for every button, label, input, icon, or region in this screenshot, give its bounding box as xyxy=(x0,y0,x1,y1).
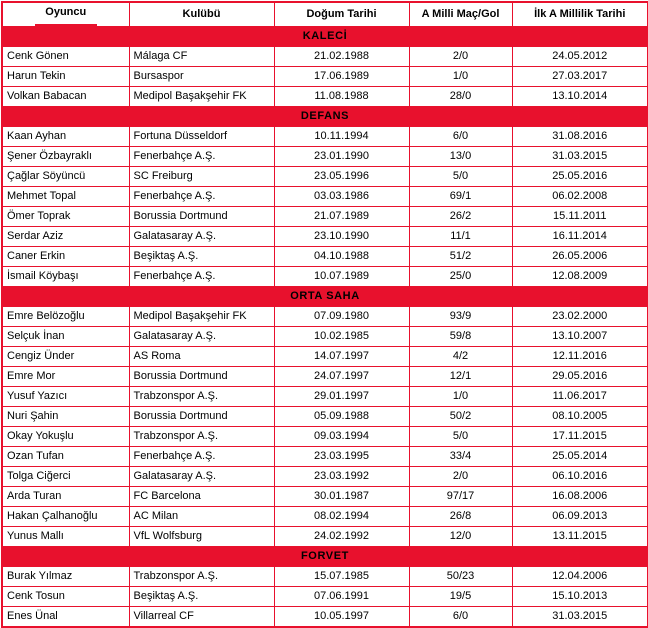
cell-debut-date: 12.11.2016 xyxy=(512,347,648,367)
table-body xyxy=(2,27,648,628)
cell-club: Málaga CF xyxy=(129,47,274,67)
table-row xyxy=(2,347,648,367)
cell-caps-goals: 50/2 xyxy=(409,407,512,427)
cell-birthdate: 23.05.1996 xyxy=(274,167,409,187)
table-row xyxy=(2,247,648,267)
table-row xyxy=(2,407,648,427)
cell-club: Fenerbahçe A.Ş. xyxy=(129,147,274,167)
cell-player-name: Serdar Aziz xyxy=(2,227,129,247)
cell-caps-goals: 59/8 xyxy=(409,327,512,347)
cell-player-name: Nuri Şahin xyxy=(2,407,129,427)
cell-player-name: Enes Ünal xyxy=(2,607,129,628)
cell-player-name: Çağlar Söyüncü xyxy=(2,167,129,187)
cell-caps-goals: 13/0 xyxy=(409,147,512,167)
cell-club: Fortuna Düsseldorf xyxy=(129,127,274,147)
column-header-club: Kulübü xyxy=(129,2,274,27)
cell-birthdate: 17.06.1989 xyxy=(274,67,409,87)
cell-caps-goals: 28/0 xyxy=(409,87,512,107)
cell-debut-date: 12.04.2006 xyxy=(512,567,648,587)
cell-club: AC Milan xyxy=(129,507,274,527)
table-row xyxy=(2,167,648,187)
cell-debut-date: 08.10.2005 xyxy=(512,407,648,427)
cell-club: Borussia Dortmund xyxy=(129,207,274,227)
cell-player-name: Ömer Toprak xyxy=(2,207,129,227)
cell-player-name: Yunus Mallı xyxy=(2,527,129,547)
section-header-row xyxy=(2,107,648,127)
cell-debut-date: 29.05.2016 xyxy=(512,367,648,387)
cell-club: Fenerbahçe A.Ş. xyxy=(129,187,274,207)
table-row xyxy=(2,487,648,507)
column-header-player xyxy=(2,2,129,27)
cell-player-name: Cenk Gönen xyxy=(2,47,129,67)
section-title: FORVET xyxy=(2,547,648,567)
table-row xyxy=(2,47,648,67)
cell-player-name: Emre Mor xyxy=(2,367,129,387)
cell-birthdate: 10.11.1994 xyxy=(274,127,409,147)
cell-club: Fenerbahçe A.Ş. xyxy=(129,267,274,287)
cell-debut-date: 06.02.2008 xyxy=(512,187,648,207)
cell-debut-date: 15.11.2011 xyxy=(512,207,648,227)
cell-player-name: Mehmet Topal xyxy=(2,187,129,207)
column-header-birthdate: Doğum Tarihi xyxy=(274,2,409,27)
cell-club: AS Roma xyxy=(129,347,274,367)
cell-birthdate: 14.07.1997 xyxy=(274,347,409,367)
cell-birthdate: 23.01.1990 xyxy=(274,147,409,167)
cell-club: Villarreal CF xyxy=(129,607,274,628)
cell-debut-date: 31.03.2015 xyxy=(512,607,648,628)
cell-caps-goals: 2/0 xyxy=(409,467,512,487)
cell-debut-date: 24.05.2012 xyxy=(512,47,648,67)
cell-birthdate: 21.02.1988 xyxy=(274,47,409,67)
cell-caps-goals: 1/0 xyxy=(409,387,512,407)
cell-caps-goals: 19/5 xyxy=(409,587,512,607)
cell-club: Trabzonspor A.Ş. xyxy=(129,427,274,447)
cell-debut-date: 26.05.2006 xyxy=(512,247,648,267)
cell-player-name: Okay Yokuşlu xyxy=(2,427,129,447)
table-header xyxy=(2,2,648,27)
cell-debut-date: 16.08.2006 xyxy=(512,487,648,507)
table-row xyxy=(2,267,648,287)
cell-caps-goals: 4/2 xyxy=(409,347,512,367)
cell-club: Medipol Başakşehir FK xyxy=(129,87,274,107)
cell-birthdate: 30.01.1987 xyxy=(274,487,409,507)
cell-debut-date: 17.11.2015 xyxy=(512,427,648,447)
cell-birthdate: 23.03.1995 xyxy=(274,447,409,467)
cell-club: Trabzonspor A.Ş. xyxy=(129,387,274,407)
cell-caps-goals: 6/0 xyxy=(409,607,512,628)
cell-caps-goals: 33/4 xyxy=(409,447,512,467)
section-header-row xyxy=(2,547,648,567)
cell-debut-date: 31.08.2016 xyxy=(512,127,648,147)
table-row xyxy=(2,207,648,227)
cell-caps-goals: 11/1 xyxy=(409,227,512,247)
cell-club: Trabzonspor A.Ş. xyxy=(129,567,274,587)
table-row xyxy=(2,327,648,347)
table-row xyxy=(2,87,648,107)
table-row xyxy=(2,227,648,247)
section-header-row xyxy=(2,27,648,47)
section-title: KALECİ xyxy=(2,27,648,47)
cell-club: Galatasaray A.Ş. xyxy=(129,467,274,487)
cell-player-name: Kaan Ayhan xyxy=(2,127,129,147)
cell-player-name: Emre Belözoğlu xyxy=(2,307,129,327)
section-title: ORTA SAHA xyxy=(2,287,648,307)
cell-caps-goals: 2/0 xyxy=(409,47,512,67)
cell-club: Beşiktaş A.Ş. xyxy=(129,587,274,607)
cell-player-name: Tolga Ciğerci xyxy=(2,467,129,487)
cell-player-name: Arda Turan xyxy=(2,487,129,507)
cell-debut-date: 25.05.2016 xyxy=(512,167,648,187)
cell-debut-date: 06.10.2016 xyxy=(512,467,648,487)
cell-player-name: Selçuk İnan xyxy=(2,327,129,347)
table-row xyxy=(2,447,648,467)
cell-caps-goals: 12/0 xyxy=(409,527,512,547)
table-row xyxy=(2,607,648,628)
cell-debut-date: 13.10.2007 xyxy=(512,327,648,347)
table-row xyxy=(2,147,648,167)
cell-caps-goals: 93/9 xyxy=(409,307,512,327)
cell-player-name: Şener Özbayraklı xyxy=(2,147,129,167)
cell-birthdate: 23.03.1992 xyxy=(274,467,409,487)
cell-birthdate: 11.08.1988 xyxy=(274,87,409,107)
table-row xyxy=(2,527,648,547)
cell-debut-date: 06.09.2013 xyxy=(512,507,648,527)
cell-birthdate: 29.01.1997 xyxy=(274,387,409,407)
cell-caps-goals: 1/0 xyxy=(409,67,512,87)
cell-player-name: Cengiz Ünder xyxy=(2,347,129,367)
cell-club: Galatasaray A.Ş. xyxy=(129,227,274,247)
cell-club: Bursaspor xyxy=(129,67,274,87)
cell-player-name: Yusuf Yazıcı xyxy=(2,387,129,407)
cell-club: Borussia Dortmund xyxy=(129,407,274,427)
cell-player-name: Ozan Tufan xyxy=(2,447,129,467)
table-row xyxy=(2,307,648,327)
cell-caps-goals: 50/23 xyxy=(409,567,512,587)
cell-birthdate: 03.03.1986 xyxy=(274,187,409,207)
cell-player-name: Harun Tekin xyxy=(2,67,129,87)
cell-debut-date: 12.08.2009 xyxy=(512,267,648,287)
cell-club: SC Freiburg xyxy=(129,167,274,187)
cell-debut-date: 16.11.2014 xyxy=(512,227,648,247)
cell-player-name: Caner Erkin xyxy=(2,247,129,267)
cell-birthdate: 10.07.1989 xyxy=(274,267,409,287)
section-title: DEFANS xyxy=(2,107,648,127)
cell-birthdate: 08.02.1994 xyxy=(274,507,409,527)
cell-club: Medipol Başakşehir FK xyxy=(129,307,274,327)
table-row xyxy=(2,187,648,207)
cell-caps-goals: 97/17 xyxy=(409,487,512,507)
cell-birthdate: 04.10.1988 xyxy=(274,247,409,267)
cell-birthdate: 10.05.1997 xyxy=(274,607,409,628)
cell-club: FC Barcelona xyxy=(129,487,274,507)
cell-debut-date: 13.10.2014 xyxy=(512,87,648,107)
cell-club: Galatasaray A.Ş. xyxy=(129,327,274,347)
cell-caps-goals: 5/0 xyxy=(409,167,512,187)
cell-debut-date: 11.06.2017 xyxy=(512,387,648,407)
column-header-player-label: Oyuncu xyxy=(45,6,87,18)
table-row xyxy=(2,567,648,587)
cell-caps-goals: 69/1 xyxy=(409,187,512,207)
cell-debut-date: 31.03.2015 xyxy=(512,147,648,167)
cell-birthdate: 07.06.1991 xyxy=(274,587,409,607)
cell-birthdate: 15.07.1985 xyxy=(274,567,409,587)
cell-club: Fenerbahçe A.Ş. xyxy=(129,447,274,467)
cell-caps-goals: 26/2 xyxy=(409,207,512,227)
cell-caps-goals: 6/0 xyxy=(409,127,512,147)
cell-debut-date: 27.03.2017 xyxy=(512,67,648,87)
table-row xyxy=(2,507,648,527)
cell-debut-date: 13.11.2015 xyxy=(512,527,648,547)
cell-birthdate: 10.02.1985 xyxy=(274,327,409,347)
cell-birthdate: 05.09.1988 xyxy=(274,407,409,427)
table-row xyxy=(2,67,648,87)
cell-birthdate: 09.03.1994 xyxy=(274,427,409,447)
cell-debut-date: 23.02.2000 xyxy=(512,307,648,327)
column-header-caps-goals: A Milli Maç/Gol xyxy=(409,2,512,27)
cell-caps-goals: 25/0 xyxy=(409,267,512,287)
table-row xyxy=(2,387,648,407)
cell-player-name: Burak Yılmaz xyxy=(2,567,129,587)
table-row xyxy=(2,367,648,387)
header-underline xyxy=(35,24,97,26)
section-header-row xyxy=(2,287,648,307)
cell-club: VfL Wolfsburg xyxy=(129,527,274,547)
column-header-debut-date: İlk A Millilik Tarihi xyxy=(512,2,648,27)
table-row xyxy=(2,127,648,147)
cell-club: Borussia Dortmund xyxy=(129,367,274,387)
table-row xyxy=(2,587,648,607)
cell-birthdate: 24.02.1992 xyxy=(274,527,409,547)
table-row xyxy=(2,467,648,487)
cell-caps-goals: 5/0 xyxy=(409,427,512,447)
header-row xyxy=(2,2,648,27)
cell-player-name: İsmail Köybaşı xyxy=(2,267,129,287)
cell-caps-goals: 26/8 xyxy=(409,507,512,527)
cell-player-name: Volkan Babacan xyxy=(2,87,129,107)
cell-birthdate: 24.07.1997 xyxy=(274,367,409,387)
cell-club: Beşiktaş A.Ş. xyxy=(129,247,274,267)
cell-birthdate: 23.10.1990 xyxy=(274,227,409,247)
cell-caps-goals: 12/1 xyxy=(409,367,512,387)
cell-birthdate: 07.09.1980 xyxy=(274,307,409,327)
cell-birthdate: 21.07.1989 xyxy=(274,207,409,227)
cell-debut-date: 25.05.2014 xyxy=(512,447,648,467)
cell-player-name: Hakan Çalhanoğlu xyxy=(2,507,129,527)
table-row xyxy=(2,427,648,447)
cell-debut-date: 15.10.2013 xyxy=(512,587,648,607)
cell-player-name: Cenk Tosun xyxy=(2,587,129,607)
squad-table xyxy=(1,1,648,628)
cell-caps-goals: 51/2 xyxy=(409,247,512,267)
